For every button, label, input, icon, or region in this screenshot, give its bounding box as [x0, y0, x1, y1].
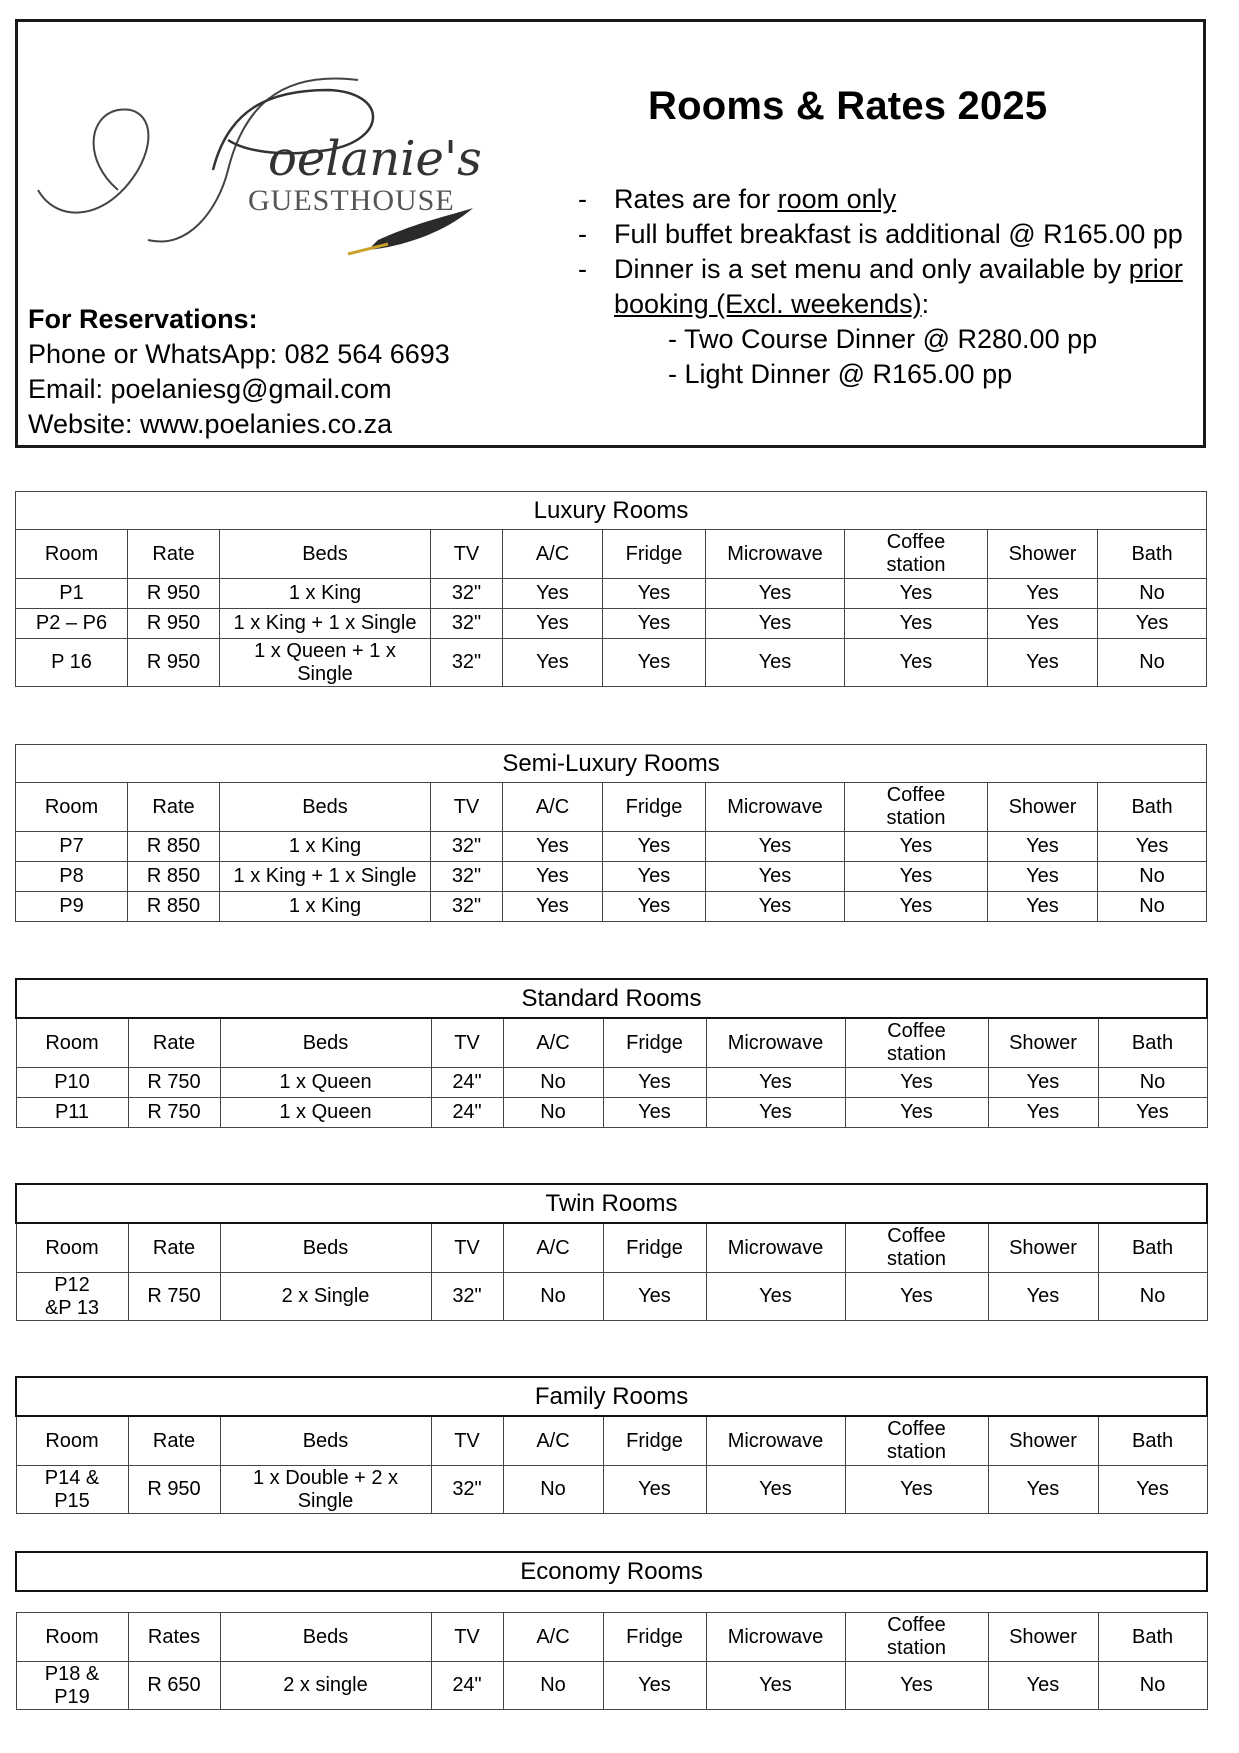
cell-bath: No: [1098, 862, 1207, 892]
table-semi-rooms: [15, 744, 1207, 922]
column-header-room: Room: [16, 1416, 128, 1466]
note-dinner: - Dinner is a set menu and only available by prior booking (Excl. weekends):: [578, 254, 1183, 319]
cell-a-c: No: [503, 1662, 603, 1710]
column-header-tv: TV: [431, 1223, 503, 1273]
cell-tv: 32": [431, 862, 503, 892]
cell-rate: R 850: [128, 892, 220, 922]
contact-block: [28, 302, 450, 442]
cell-bath: Yes: [1098, 1098, 1207, 1128]
cell-beds: 1 x King: [220, 892, 431, 922]
cell-beds: 1 x Double + 2 x Single: [220, 1466, 431, 1514]
table-row: [16, 579, 1207, 609]
cell-tv: 32": [431, 639, 503, 687]
table-row: [16, 892, 1207, 922]
cell-coffee-station: Yes: [845, 1466, 988, 1514]
cell-shower: Yes: [988, 1098, 1098, 1128]
cell-a-c: Yes: [503, 832, 603, 862]
column-header-microwave: Microwave: [706, 1416, 845, 1466]
column-header-room: Room: [16, 783, 128, 832]
table-economy-rooms: [15, 1551, 1208, 1710]
note-two-course: - Two Course Dinner @ R280.00 pp: [668, 324, 1098, 354]
cell-microwave: Yes: [706, 1466, 845, 1514]
cell-room: P14 & P15: [16, 1466, 128, 1514]
page-title: Rooms & Rates 2025: [648, 84, 1048, 128]
table-luxury-rooms: [15, 491, 1207, 687]
cell-tv: 24": [431, 1068, 503, 1098]
column-header-beds: Beds: [220, 1416, 431, 1466]
column-header-beds: Beds: [220, 1613, 431, 1662]
cell-a-c: Yes: [503, 609, 603, 639]
cell-coffee-station: Yes: [845, 892, 988, 922]
cell-shower: Yes: [988, 1068, 1098, 1098]
column-header-coffee-station: Coffee station: [845, 1613, 988, 1662]
cell-fridge: Yes: [603, 832, 706, 862]
column-header-microwave: Microwave: [706, 783, 845, 832]
cell-beds: 1 x Queen: [220, 1098, 431, 1128]
cell-bath: No: [1098, 639, 1207, 687]
column-header-microwave: Microwave: [706, 1018, 845, 1068]
cell-rate: R 950: [128, 639, 220, 687]
cell-rate: R 750: [128, 1098, 220, 1128]
cell-shower: Yes: [988, 1273, 1098, 1321]
guesthouse-logo: [28, 50, 498, 265]
cell-shower: Yes: [988, 1466, 1098, 1514]
column-header-a-c: A/C: [503, 1613, 603, 1662]
cell-tv: 24": [431, 1098, 503, 1128]
cell-rate: R 850: [128, 862, 220, 892]
table-title: Standard Rooms: [16, 979, 1207, 1018]
cell-bath: Yes: [1098, 1466, 1207, 1514]
table-title: Family Rooms: [16, 1377, 1207, 1416]
table-twin-rooms: [15, 1183, 1208, 1321]
column-header-fridge: Fridge: [603, 783, 706, 832]
cell-fridge: Yes: [603, 1068, 706, 1098]
cell-bath: Yes: [1098, 832, 1207, 862]
column-header-microwave: Microwave: [706, 1613, 845, 1662]
cell-fridge: Yes: [603, 1098, 706, 1128]
rates-notes: [558, 182, 1208, 392]
cell-rate: R 750: [128, 1068, 220, 1098]
cell-room: P 16: [16, 639, 128, 687]
column-header-fridge: Fridge: [603, 1018, 706, 1068]
column-header-beds: Beds: [220, 1223, 431, 1273]
cell-tv: 32": [431, 579, 503, 609]
cell-microwave: Yes: [706, 862, 845, 892]
svg-text:oelanie's: oelanie's: [268, 131, 482, 187]
cell-tv: 32": [431, 1466, 503, 1514]
column-header-microwave: Microwave: [706, 530, 845, 579]
column-header-coffee-station: Coffee station: [845, 783, 988, 832]
column-header-a-c: A/C: [503, 1223, 603, 1273]
cell-fridge: Yes: [603, 892, 706, 922]
cell-a-c: Yes: [503, 579, 603, 609]
cell-bath: No: [1098, 892, 1207, 922]
cell-shower: Yes: [988, 609, 1098, 639]
column-header-rate: Rate: [128, 1018, 220, 1068]
cell-tv: 32": [431, 892, 503, 922]
phone-line: Phone or WhatsApp: 082 564 6693: [28, 339, 450, 369]
cell-microwave: Yes: [706, 1662, 845, 1710]
column-header-room: Room: [16, 1018, 128, 1068]
table-row: [16, 1098, 1207, 1128]
cell-room: P9: [16, 892, 128, 922]
table-row: [16, 862, 1207, 892]
cell-a-c: No: [503, 1068, 603, 1098]
cell-room: P7: [16, 832, 128, 862]
cell-coffee-station: Yes: [845, 639, 988, 687]
cell-fridge: Yes: [603, 1273, 706, 1321]
table-row: [16, 1662, 1207, 1710]
cell-a-c: No: [503, 1466, 603, 1514]
cell-coffee-station: Yes: [845, 1098, 988, 1128]
svg-text:GUESTHOUSE: GUESTHOUSE: [248, 184, 455, 217]
cell-shower: Yes: [988, 832, 1098, 862]
cell-room: P1: [16, 579, 128, 609]
column-header-beds: Beds: [220, 783, 431, 832]
column-header-bath: Bath: [1098, 1223, 1207, 1273]
header-box: [15, 19, 1206, 448]
cell-bath: No: [1098, 1662, 1207, 1710]
cell-beds: 1 x King + 1 x Single: [220, 862, 431, 892]
cell-tv: 32": [431, 609, 503, 639]
cell-room: P10: [16, 1068, 128, 1098]
column-header-tv: TV: [431, 1613, 503, 1662]
cell-rate: R 750: [128, 1273, 220, 1321]
cell-beds: 2 x Single: [220, 1273, 431, 1321]
cell-room: P11: [16, 1098, 128, 1128]
column-header-microwave: Microwave: [706, 1223, 845, 1273]
cell-shower: Yes: [988, 862, 1098, 892]
cell-bath: Yes: [1098, 609, 1207, 639]
column-header-coffee-station: Coffee station: [845, 1416, 988, 1466]
column-header-shower: Shower: [988, 1018, 1098, 1068]
cell-coffee-station: Yes: [845, 609, 988, 639]
cell-room: P8: [16, 862, 128, 892]
cell-tv: 32": [431, 832, 503, 862]
cell-shower: Yes: [988, 892, 1098, 922]
column-header-coffee-station: Coffee station: [845, 530, 988, 579]
column-header-coffee-station: Coffee station: [845, 1018, 988, 1068]
cell-fridge: Yes: [603, 862, 706, 892]
cell-fridge: Yes: [603, 1466, 706, 1514]
cell-beds: 1 x King + 1 x Single: [220, 609, 431, 639]
note-breakfast: - Full buffet breakfast is additional @ R165.00 pp: [578, 219, 1183, 249]
reservations-label: For Reservations:: [28, 304, 258, 334]
column-header-beds: Beds: [220, 530, 431, 579]
cell-a-c: Yes: [503, 639, 603, 687]
column-header-bath: Bath: [1098, 783, 1207, 832]
column-header-a-c: A/C: [503, 783, 603, 832]
cell-a-c: Yes: [503, 862, 603, 892]
cell-beds: 1 x Queen + 1 x Single: [220, 639, 431, 687]
cell-microwave: Yes: [706, 579, 845, 609]
column-header-rate: Rate: [128, 1223, 220, 1273]
table-row: [16, 639, 1207, 687]
column-header-tv: TV: [431, 530, 503, 579]
cell-rate: R 950: [128, 579, 220, 609]
table-row: [16, 1466, 1207, 1514]
cell-coffee-station: Yes: [845, 1273, 988, 1321]
cell-bath: No: [1098, 579, 1207, 609]
email-line: Email: poelaniesg@gmail.com: [28, 374, 392, 404]
cell-microwave: Yes: [706, 892, 845, 922]
cell-fridge: Yes: [603, 579, 706, 609]
column-header-rate: Rate: [128, 1416, 220, 1466]
table-row: [16, 609, 1207, 639]
column-header-shower: Shower: [988, 1223, 1098, 1273]
cell-microwave: Yes: [706, 609, 845, 639]
column-header-fridge: Fridge: [603, 530, 706, 579]
cell-room: P12 &P 13: [16, 1273, 128, 1321]
cell-rate: R 950: [128, 1466, 220, 1514]
table-family-rooms: [15, 1376, 1208, 1514]
cell-coffee-station: Yes: [845, 1068, 988, 1098]
cell-coffee-station: Yes: [845, 579, 988, 609]
cell-rate: R 950: [128, 609, 220, 639]
cell-a-c: No: [503, 1098, 603, 1128]
cell-room: P18 & P19: [16, 1662, 128, 1710]
column-header-fridge: Fridge: [603, 1613, 706, 1662]
cell-fridge: Yes: [603, 1662, 706, 1710]
table-title: Luxury Rooms: [16, 492, 1207, 530]
column-header-room: Room: [16, 1613, 128, 1662]
cell-beds: 1 x Queen: [220, 1068, 431, 1098]
column-header-bath: Bath: [1098, 530, 1207, 579]
column-header-beds: Beds: [220, 1018, 431, 1068]
column-header-a-c: A/C: [503, 1018, 603, 1068]
cell-microwave: Yes: [706, 832, 845, 862]
cell-coffee-station: Yes: [845, 832, 988, 862]
column-header-shower: Shower: [988, 530, 1098, 579]
cell-beds: 2 x single: [220, 1662, 431, 1710]
column-header-tv: TV: [431, 1018, 503, 1068]
column-header-fridge: Fridge: [603, 1223, 706, 1273]
cell-a-c: No: [503, 1273, 603, 1321]
cell-bath: No: [1098, 1068, 1207, 1098]
cell-tv: 32": [431, 1273, 503, 1321]
column-header-rate: Rate: [128, 783, 220, 832]
column-header-shower: Shower: [988, 1416, 1098, 1466]
cell-room: P2 – P6: [16, 609, 128, 639]
cell-a-c: Yes: [503, 892, 603, 922]
column-header-coffee-station: Coffee station: [845, 1223, 988, 1273]
cell-coffee-station: Yes: [845, 1662, 988, 1710]
cell-microwave: Yes: [706, 639, 845, 687]
cell-shower: Yes: [988, 579, 1098, 609]
cell-fridge: Yes: [603, 639, 706, 687]
table-row: [16, 832, 1207, 862]
table-row: [16, 1068, 1207, 1098]
cell-shower: Yes: [988, 1662, 1098, 1710]
column-header-shower: Shower: [988, 783, 1098, 832]
column-header-bath: Bath: [1098, 1018, 1207, 1068]
cell-rate: R 850: [128, 832, 220, 862]
column-header-room: Room: [16, 1223, 128, 1273]
table-title: Semi-Luxury Rooms: [16, 745, 1207, 783]
cell-beds: 1 x King: [220, 579, 431, 609]
website-line: Website: www.poelanies.co.za: [28, 409, 393, 439]
cell-tv: 24": [431, 1662, 503, 1710]
cell-fridge: Yes: [603, 609, 706, 639]
cell-rate: R 650: [128, 1662, 220, 1710]
column-header-tv: TV: [431, 1416, 503, 1466]
note-room-only: - Rates are for room only: [578, 184, 897, 214]
column-header-bath: Bath: [1098, 1416, 1207, 1466]
cell-bath: No: [1098, 1273, 1207, 1321]
column-header-shower: Shower: [988, 1613, 1098, 1662]
table-title: Twin Rooms: [16, 1184, 1207, 1223]
column-header-a-c: A/C: [503, 530, 603, 579]
column-header-a-c: A/C: [503, 1416, 603, 1466]
column-header-rate: Rate: [128, 530, 220, 579]
table-row: [16, 1273, 1207, 1321]
cell-microwave: Yes: [706, 1068, 845, 1098]
table-title: Economy Rooms: [16, 1552, 1207, 1591]
column-header-tv: TV: [431, 783, 503, 832]
column-header-bath: Bath: [1098, 1613, 1207, 1662]
cell-microwave: Yes: [706, 1098, 845, 1128]
note-light-dinner: - Light Dinner @ R165.00 pp: [668, 359, 1013, 389]
column-header-room: Room: [16, 530, 128, 579]
cell-microwave: Yes: [706, 1273, 845, 1321]
cell-shower: Yes: [988, 639, 1098, 687]
column-header-fridge: Fridge: [603, 1416, 706, 1466]
cell-coffee-station: Yes: [845, 862, 988, 892]
cell-beds: 1 x King: [220, 832, 431, 862]
column-header-rates: Rates: [128, 1613, 220, 1662]
table-standard-rooms: [15, 978, 1208, 1128]
